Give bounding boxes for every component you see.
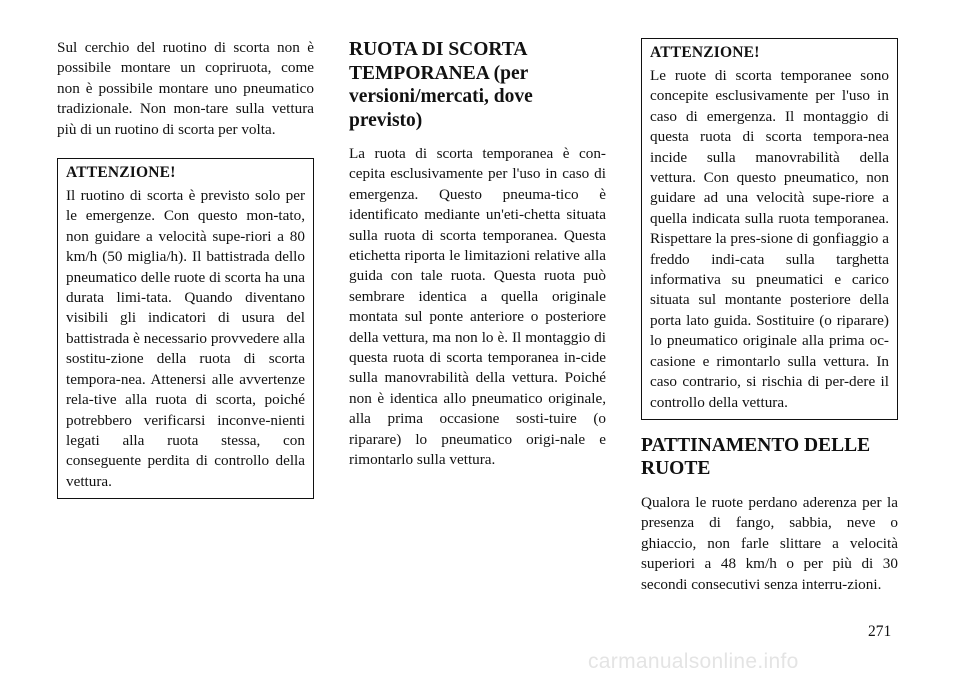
section-paragraph: La ruota di scorta temporanea è con-cepita esclusivamente per l'uso in caso di emergenza. Questo pneuma-tico è identificato mediante un'eti-chetta situata sulla ruota di scorta temporanea. Questa etichetta riporta le limitazioni relative alla guida con tale ruota. Questa ruota può sembrare identica a quella originale montata sul ponte anteriore o posteriore della vettura, ma non lo è. Il montaggio di questa ruota di scorta temporanea in-cide sulla manovrabilità della vettura. Poiché non è identica allo pneumatico originale, alla prima occasione sosti-tuire (o riparare) lo pneumatico origi-nale e rimontarlo sulla vettura.	[349, 145, 606, 469]
watermark: carmanualsonline.info	[588, 650, 799, 673]
column-right	[641, 38, 898, 595]
section-heading: PATTINAMENTO DELLE RUOTE	[641, 434, 871, 480]
intro-paragraph: Sul cerchio del ruotino di scorta non è possibile montare un copriruota, come non è possibile montare uno pneumatico tradizionale. Non mon-tare sulla vettura più di un ruotino di scorta per volta.	[57, 39, 314, 138]
warning-text: Le ruote di scorta temporanee sono concepite esclusivamente per l'uso in caso di emergenza. Il montaggio di questa ruota di scorta tempora-nea incide sulla manovrabilità della vettura. Con questo pneumatico, non guidare ad una velocità supe-riore a quella indicata sulla ruota temporanea. Rispettare la pres-sione di gonfiaggio a freddo indi-cata sulla targhetta informativa su pneumatici e carico situata sul montante posteriore della porta lato guida. Sostituire (o riparare) lo pneumatico originale alla prima oc-casione e rimontarlo sulla vettura. In caso contrario, si rischia di per-dere il controllo della vettura.	[650, 67, 889, 411]
column-middle	[349, 38, 606, 471]
section-paragraph: Qualora le ruote perdano aderenza per la presenza di fango, sabbia, neve o ghiaccio, non farle slittare a velocità superiori a 48 km/h o per più di 30 secondi consecutivi senza interru-zioni.	[641, 493, 898, 593]
warning-box	[57, 158, 314, 499]
warning-box	[641, 38, 898, 420]
warning-text: Il ruotino di scorta è previsto solo per le emergenze. Con questo mon-tato, non guidare a velocità supe-riori a 80 km/h (50 miglia/h). Il battistrada dello pneumatico delle ruote di scorta ha una durata limi-tata. Quando diventano visibili gli indicatori di usura del battistrada è necessario provvedere alla sostitu-zione della ruota di scorta tempora-nea. Attenersi alle avvertenze rela-tive alla ruota di scorta, poiché potrebbero verificarsi inconve-nienti legati alla ruota stessa, con conseguente perdita di controllo della vettura.	[66, 187, 305, 490]
warning-title: ATTENZIONE!	[66, 164, 176, 182]
warning-title: ATTENZIONE!	[650, 44, 760, 61]
section-heading: RUOTA DI SCORTA TEMPORANEA (per versioni/mercati, dove previsto)	[349, 39, 533, 131]
column-left	[57, 38, 314, 499]
page-number: 271	[868, 623, 892, 640]
